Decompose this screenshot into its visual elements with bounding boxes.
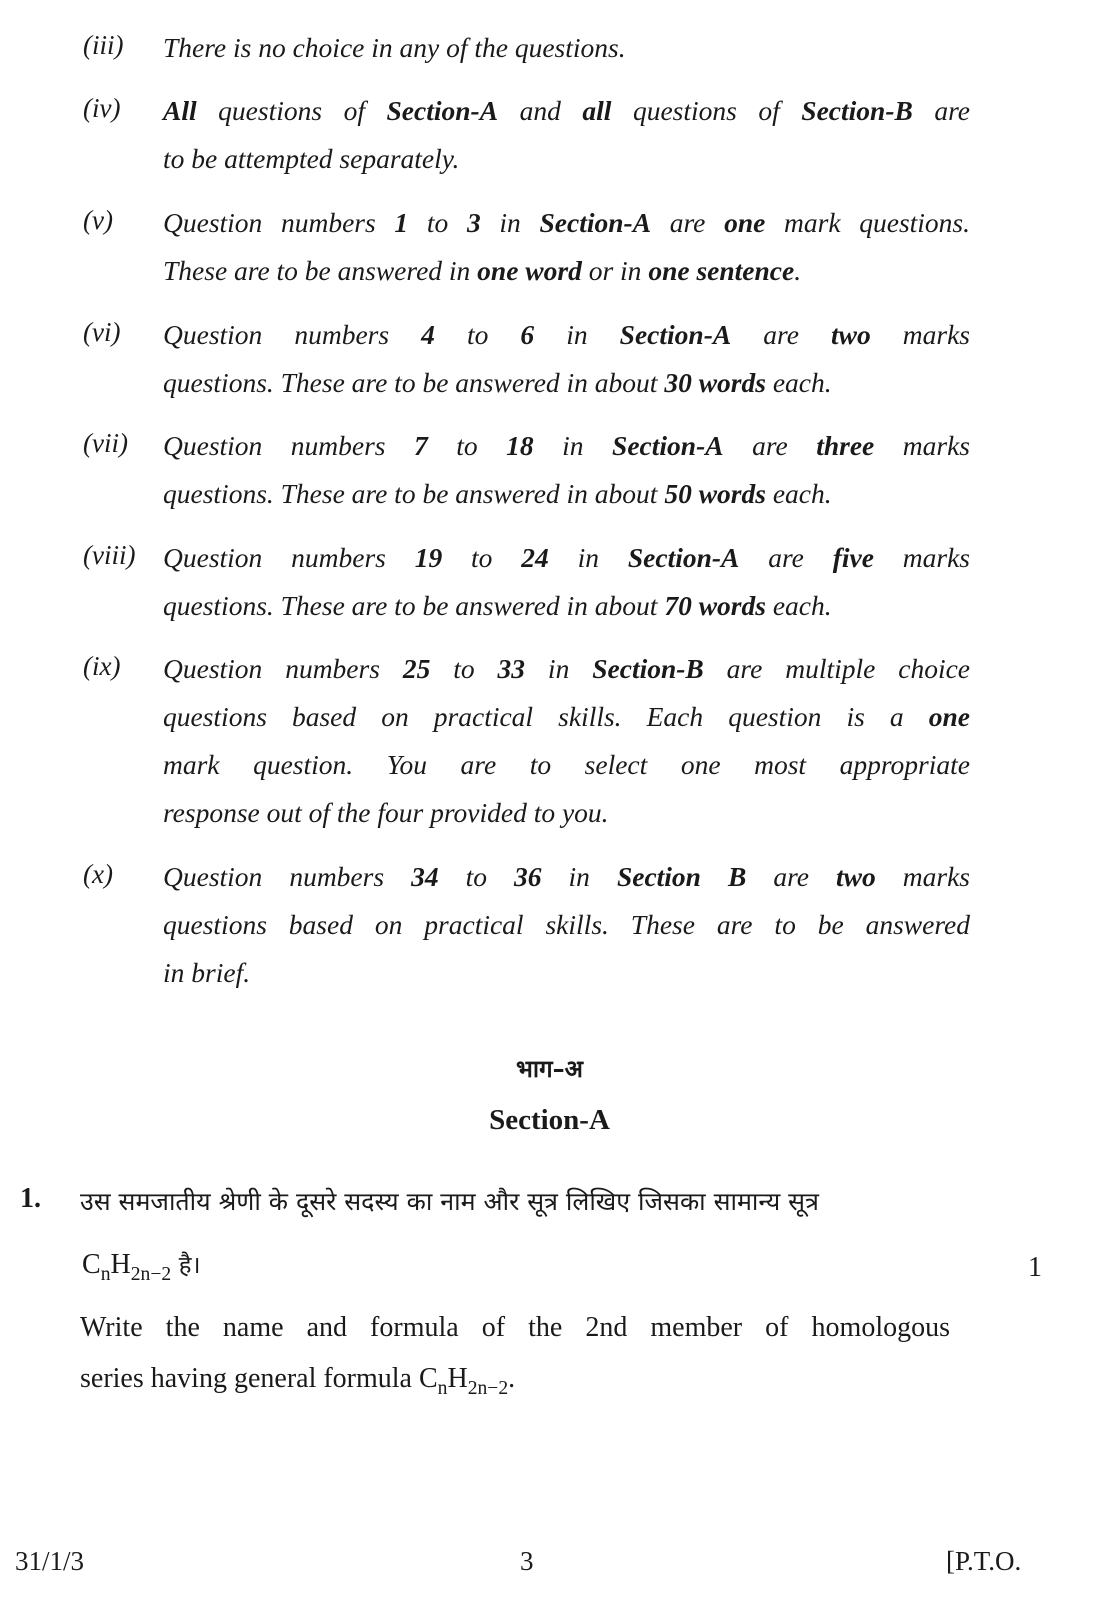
text: mark question. You are to select one most appropriate [163, 749, 970, 780]
text: Question numbers [163, 319, 422, 350]
bold-text: one [928, 701, 970, 732]
instruction-number: (ix) [83, 651, 121, 681]
text: to [430, 653, 498, 684]
text: to [427, 430, 507, 461]
bold-text: 36 [514, 861, 542, 892]
bold-text: three [816, 430, 875, 461]
hindi-end: है। [171, 1251, 201, 1279]
question-number: 1. [20, 1183, 41, 1214]
text: each. [765, 590, 832, 621]
text: in [548, 542, 628, 573]
formula-h: H [447, 1363, 468, 1394]
instruction-number: (vi) [83, 317, 121, 347]
text: questions based on practical skills. Each question is a [163, 701, 929, 732]
instruction-text [163, 428, 970, 524]
text: to [438, 861, 514, 892]
paper-code: 31/1/3 [15, 1546, 85, 1576]
formula-sub: 2n−2 [467, 1377, 509, 1399]
bold-text: 1 [394, 207, 409, 238]
instruction-line [163, 476, 970, 524]
section-hindi-text: भाग–अ [516, 1055, 583, 1083]
bold-text: Section-A [619, 319, 732, 350]
bold-text: Section-B [592, 653, 704, 684]
instruction-text [163, 540, 970, 636]
text: Question numbers [163, 861, 412, 892]
bold-text: 4 [421, 319, 435, 350]
text: are [746, 861, 837, 892]
bold-text: 18 [506, 430, 534, 461]
bold-text: All [163, 95, 197, 126]
text: marks [873, 542, 970, 573]
text: are [912, 95, 971, 126]
formula-sub: 2n−2 [130, 1263, 172, 1285]
text: There is no choice in any of the questions. [163, 32, 626, 63]
text: questions of [611, 95, 802, 126]
bold-text: Section B [616, 861, 747, 892]
bold-text: Section-A [627, 542, 740, 573]
text: in [480, 207, 540, 238]
formula-n: n [100, 1263, 111, 1285]
bold-text: five [832, 542, 874, 573]
text: in brief. [163, 957, 251, 988]
text: and [498, 95, 583, 126]
period: . [508, 1363, 516, 1394]
instruction-line [163, 30, 970, 78]
instruction-text [163, 93, 970, 189]
text: in [525, 653, 593, 684]
text: to [434, 319, 521, 350]
instruction-number: (vii) [83, 428, 128, 458]
instruction-line [163, 651, 970, 699]
bold-text: 70 words [664, 590, 766, 621]
question-text-hindi: उस समजातीय श्रेणी के दूसरे सदस्य का नाम और सूत्र लिखिए जिसका सामान्य सूत्र [80, 1187, 819, 1216]
instruction-number: (iii) [83, 30, 124, 60]
bold-text: all [582, 95, 612, 126]
instruction-text [163, 859, 970, 1003]
instruction-number: (iv) [83, 93, 121, 123]
bold-text: two [836, 861, 876, 892]
text: in [534, 319, 620, 350]
pto-label: [P.T.O. [946, 1546, 1022, 1576]
bold-text: 25 [402, 653, 431, 684]
formula-c: C [418, 1363, 438, 1394]
text: or in [581, 255, 649, 286]
text: marks [870, 319, 970, 350]
text: questions. These are to be answered in about [163, 590, 665, 621]
text: . [794, 255, 802, 286]
instruction-line [163, 588, 970, 636]
question-text-english-1: Write the name and formula of the 2nd member of homologous [80, 1312, 950, 1343]
bold-text: Section-B [801, 95, 913, 126]
text: Question numbers [163, 653, 403, 684]
instruction-line [163, 955, 970, 1003]
bold-text: 34 [411, 861, 439, 892]
text: response out of the four provided to you. [163, 797, 609, 828]
text: Question numbers [163, 542, 415, 573]
instruction-line [163, 859, 970, 907]
text: to be attempted separately. [163, 143, 460, 174]
formula-h: H [110, 1249, 131, 1280]
text: in [533, 430, 613, 461]
bold-text: 19 [414, 542, 443, 573]
english-text: series having general formula [80, 1363, 419, 1394]
instruction-line [163, 93, 970, 141]
bold-text: Section-A [386, 95, 499, 126]
instruction-text [163, 205, 970, 301]
formula-n: n [437, 1377, 448, 1399]
instruction-line [163, 317, 970, 365]
bold-text: 50 words [664, 478, 766, 509]
bold-text: 33 [497, 653, 526, 684]
instruction-text [163, 651, 970, 843]
text: questions. These are to be answered in about [163, 367, 665, 398]
formula-c: C [82, 1249, 101, 1280]
text: These are to be answered in [163, 255, 478, 286]
bold-text: 7 [414, 430, 428, 461]
instruction-line [163, 795, 970, 843]
bold-text: 24 [521, 542, 549, 573]
instruction-line [163, 141, 970, 189]
instruction-line [163, 428, 970, 476]
text: are [651, 207, 725, 238]
bold-text: one word [477, 255, 582, 286]
instruction-line [163, 540, 970, 588]
instruction-line [163, 365, 970, 413]
instruction-number: (v) [83, 205, 113, 235]
text: questions. These are to be answered in about [163, 478, 665, 509]
text: marks [874, 430, 970, 461]
question-text-english-2 [80, 1363, 515, 1400]
text: to [408, 207, 467, 238]
bold-text: 30 words [664, 367, 766, 398]
section-heading: Section-A [489, 1104, 610, 1136]
text: are multiple choice [703, 653, 970, 684]
text: are [731, 319, 831, 350]
instruction-line [163, 907, 970, 955]
text: mark questions. [765, 207, 971, 238]
text: Question numbers [163, 207, 395, 238]
instruction-text [163, 30, 970, 78]
bold-text: one [724, 207, 766, 238]
bold-text: 6 [520, 319, 535, 350]
text: questions based on practical skills. These are to be answered [163, 909, 970, 940]
instruction-text [163, 317, 970, 413]
text: in [541, 861, 617, 892]
bold-text: one sentence [648, 255, 795, 286]
instruction-number: (viii) [83, 540, 136, 570]
text: marks [875, 861, 971, 892]
instruction-line [163, 205, 970, 253]
instruction-line [163, 699, 970, 747]
question-formula-hindi [82, 1248, 201, 1286]
bold-text: Section-A [539, 207, 652, 238]
text: questions of [196, 95, 387, 126]
instruction-line [163, 747, 970, 795]
instruction-number: (x) [83, 859, 113, 889]
bold-text: 3 [466, 207, 481, 238]
instruction-line [163, 253, 970, 301]
section-heading-hindi [0, 1052, 1099, 1085]
question-marks: 1 [1028, 1252, 1042, 1283]
bold-text: Section-A [612, 430, 724, 461]
bold-text: two [830, 319, 871, 350]
text: Question numbers [163, 430, 415, 461]
page-number: 3 [520, 1546, 534, 1576]
text: to [442, 542, 522, 573]
text: each. [765, 367, 832, 398]
text: are [739, 542, 833, 573]
text: each. [765, 478, 832, 509]
text: are [723, 430, 817, 461]
